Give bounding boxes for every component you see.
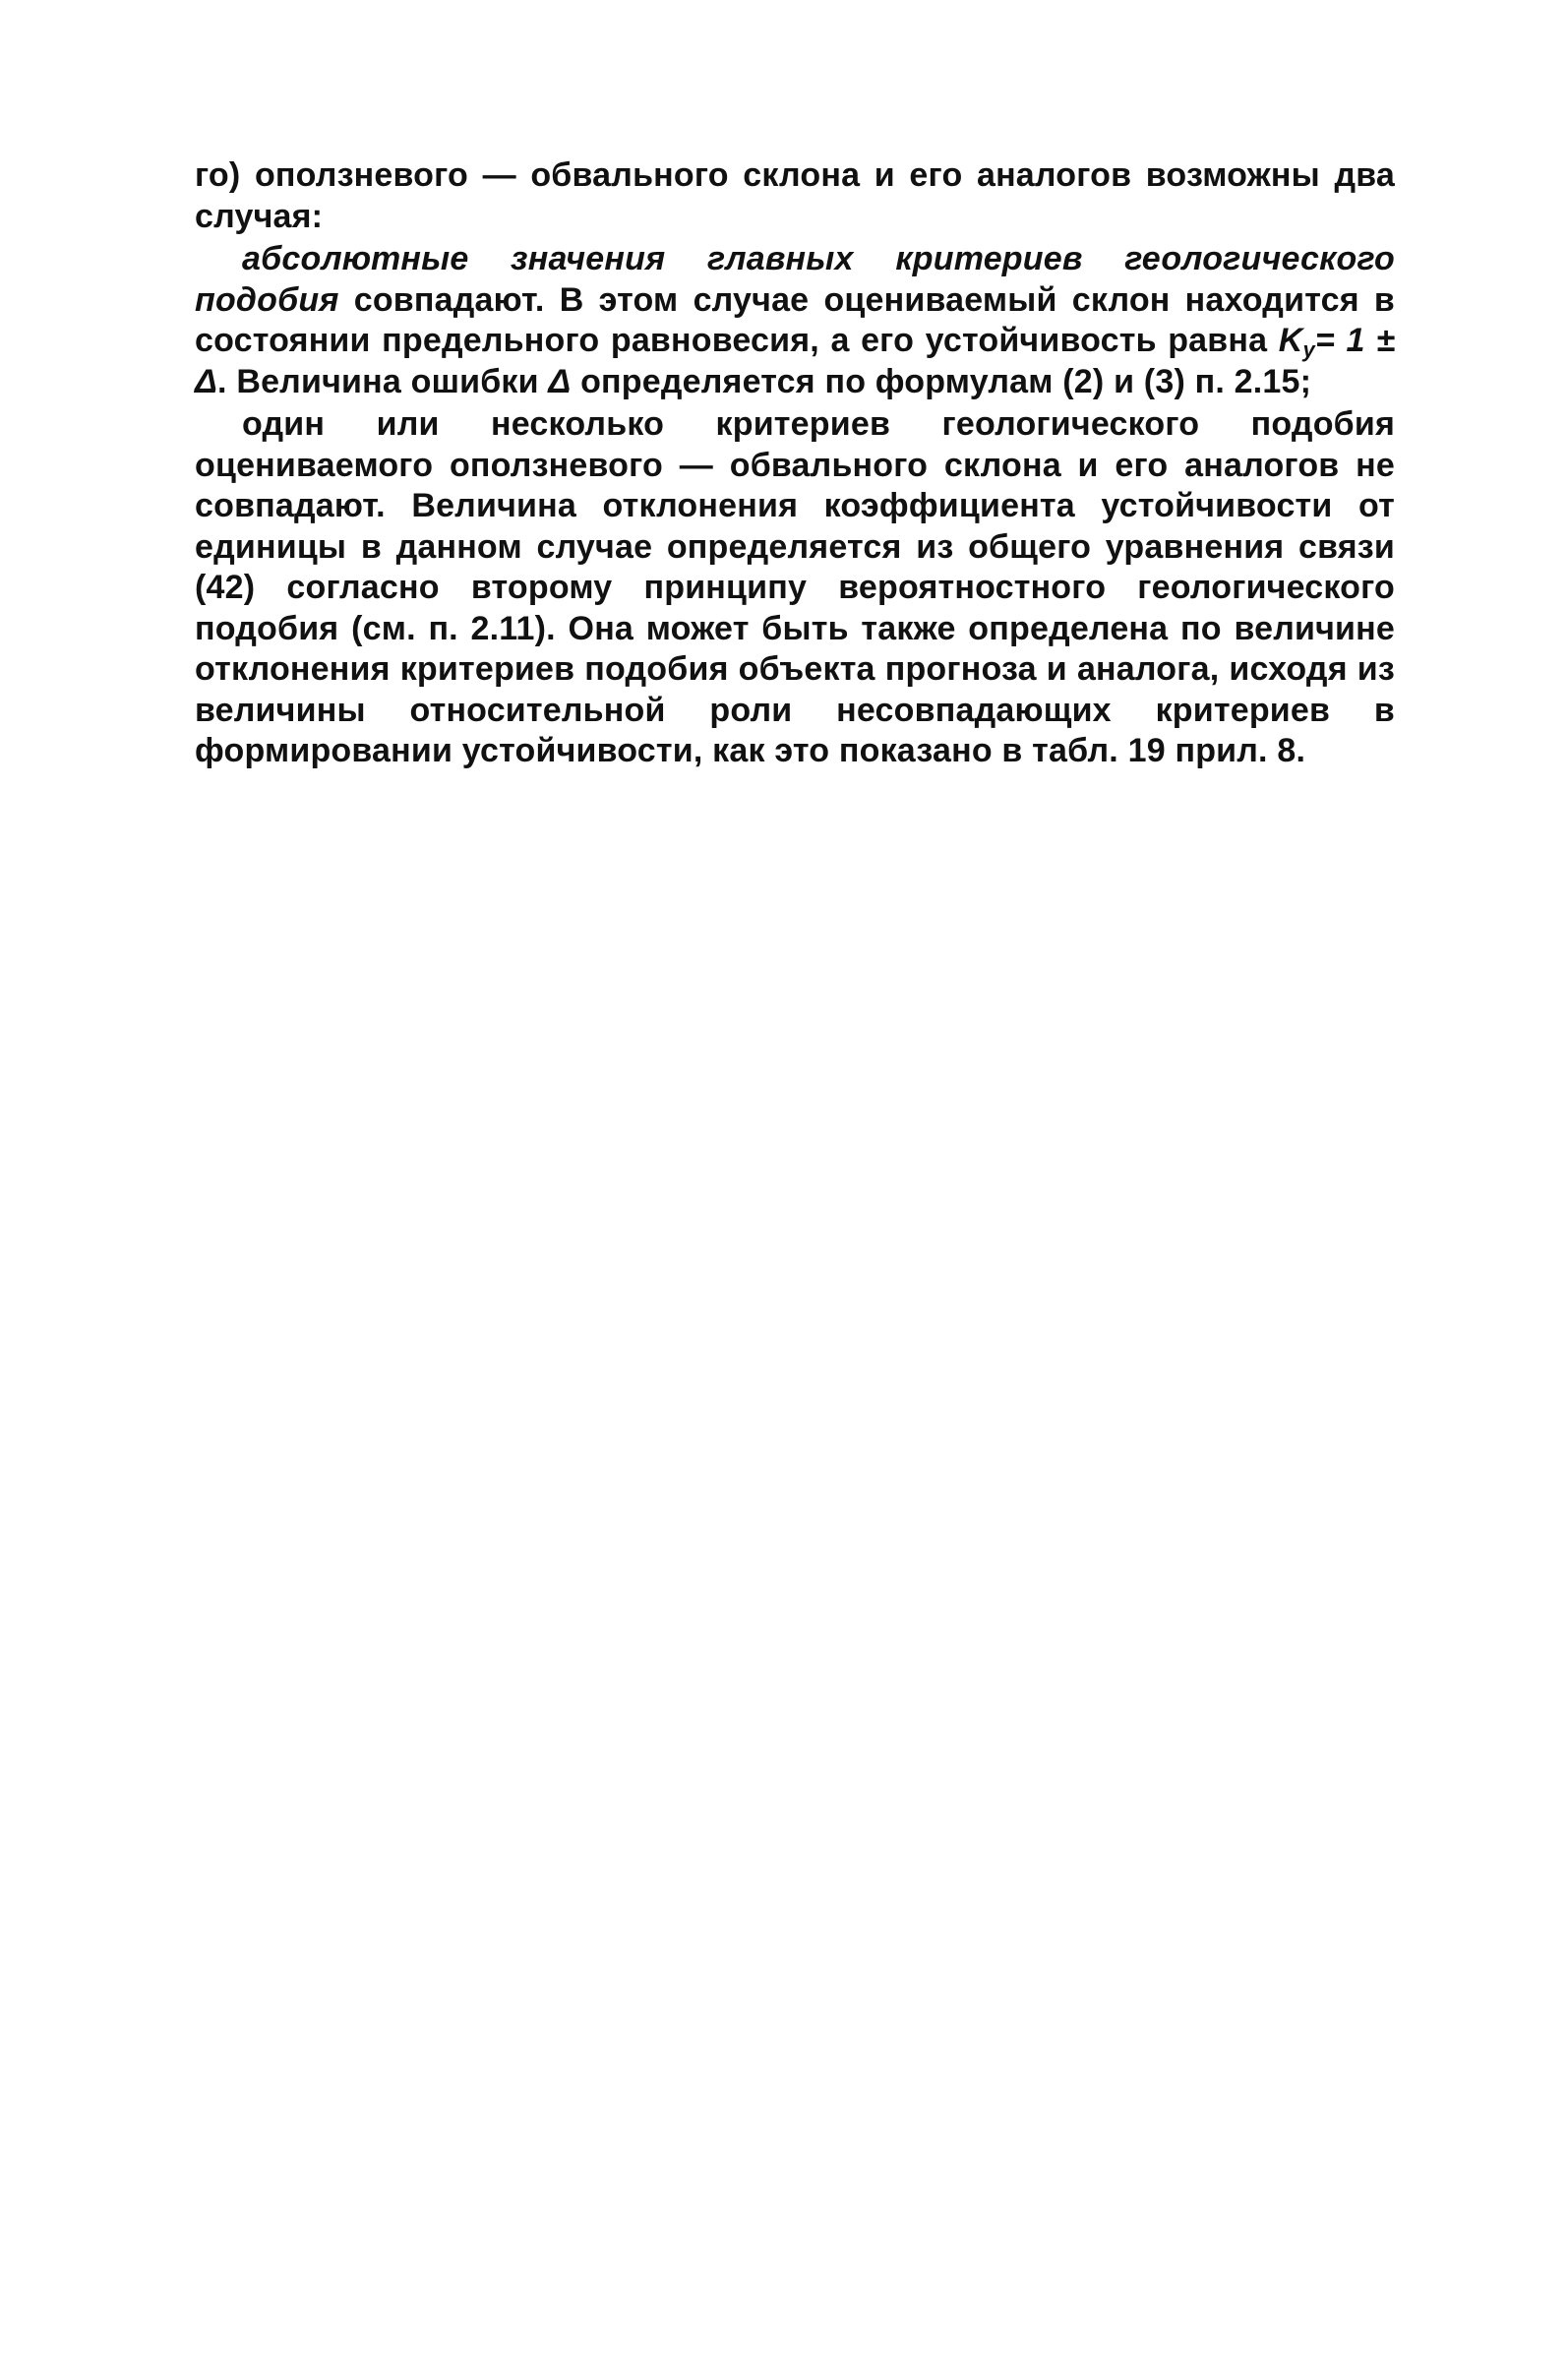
delta-symbol: Δ [548, 362, 572, 400]
paragraph-1 [195, 155, 1395, 237]
formula-rest: = 1 ± Δ [195, 322, 1395, 400]
paragraph-2-text-c: определяется по формулам (2) и (3) п. 2.15; [571, 362, 1312, 400]
body-text [195, 155, 1395, 772]
paragraph-3-text: один или несколько критериев геологического подобия оцениваемого оползневого — обвального склона и его аналогов не совпадают. Величина отклонения коэффициента устойчивости от единицы в данном случае определяется из общего уравнения связи (42) согласно второму принципу вероятностного геологического подобия (см. п. 2.11). Она может быть также определена по величине отклонения критериев подобия объекта прогноза и аналога, исходя из величины относительной роли несовпадающих критериев в формировании устойчивости, как это показано в табл. 19 прил. 8. [195, 405, 1395, 769]
paragraph-3 [195, 404, 1395, 772]
paragraph-2-text-a: совпадают. В этом случае оцениваемый склон находится в состоянии предельного равновесия, а его устойчивость равна [195, 280, 1395, 359]
formula-subscript: y [1302, 337, 1315, 362]
paragraph-2-lead: абсолютные значения главных критериев геологического подобия [195, 240, 1395, 319]
formula-k: K [1278, 322, 1303, 359]
paragraph-2-text-b: . Величина ошибки [217, 362, 549, 400]
paragraph-1-text: го) оползневого — обвального склона и его аналогов возможны два случая: [195, 156, 1395, 235]
paragraph-2 [195, 239, 1395, 402]
